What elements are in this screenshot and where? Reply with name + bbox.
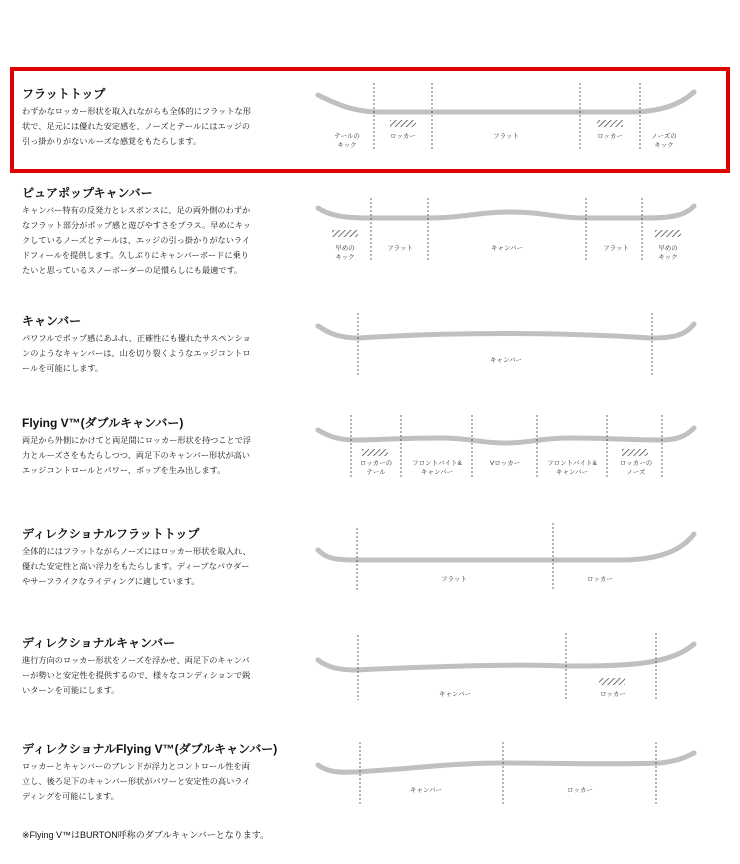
zone-label: ロッカー	[587, 576, 613, 583]
zone-label: ロッカーの	[359, 460, 393, 467]
zone-label: 早めの	[335, 245, 355, 252]
rocker-hatch	[362, 449, 388, 456]
rocker-hatch	[655, 230, 681, 237]
rocker-hatch	[622, 449, 648, 456]
profile-description: 両足から外側にかけてと両足間にロッカー形状を持つことで浮力とルーズさをもたらしつつ、両足下のキャンバー形状が高いエッジコントロールとパワー、ポップを生み出します。	[22, 436, 252, 475]
zone-label: テール	[366, 469, 386, 476]
zone-label: キック	[658, 254, 678, 261]
zone-label: フラット	[441, 576, 467, 583]
zone-label: フロントバイト&	[547, 460, 597, 467]
profile-title: キャンバー	[22, 314, 82, 328]
board-profile-diagram	[300, 630, 720, 705]
board-profile-diagram	[300, 520, 720, 595]
zone-label: キック	[335, 254, 355, 261]
profile-description: ロッカーとキャンバーのブレンドが浮力とコントロール性を両立し、後ろ足下のキャンバー形状がパワーと安定性の高いライディングを可能にします。	[22, 762, 251, 801]
zone-label: キャンバー	[490, 245, 524, 252]
zone-label: 早めの	[658, 245, 678, 252]
profile-title: フラットトップ	[22, 87, 106, 101]
zone-label: キャンバー	[489, 357, 523, 364]
board-profile-diagram	[300, 410, 720, 485]
board-line	[318, 753, 694, 772]
profile-title: ピュアポップキャンバー	[22, 186, 153, 200]
zone-label: テールの	[334, 133, 360, 140]
profile-title: ディレクショナルキャンバー	[22, 636, 176, 650]
zone-label: キャンバー	[420, 469, 454, 476]
board-line	[318, 534, 694, 560]
profile-description: 全体的にはフラットながらノーズにはロッカー形状を取入れ、優れた安定性と高い浮力をもたらします。ディープなパウダーやサーフライクなライディングに適しています。	[22, 547, 251, 586]
zone-label: ロッカー	[597, 133, 623, 140]
board-line	[318, 324, 694, 338]
profile-description: 進行方向のロッカー形状をノーズを浮かせ、両足下のキャンバーが勢いと安定性を提供するので、様々なコンディションで鋭いターンを可能にします。	[22, 656, 251, 695]
zone-label: フラット	[603, 245, 629, 252]
profile-title: Flying V™(ダブルキャンバー)	[22, 416, 184, 430]
profile-description: わずかなロッカー形状を取入れながらも全体的にフラットな形状で、足元には優れた安定感を、ノーズとテールにはエッジの引っ掛かりがないルーズな感覚をもたらします。	[22, 107, 251, 146]
zone-label: Vロッカー	[489, 460, 521, 467]
zone-label: フラット	[493, 133, 519, 140]
zone-label: キック	[654, 142, 674, 149]
zone-label: ノーズ	[626, 469, 646, 476]
profile-description: パワフルでポップ感にあふれ、正確性にも優れたサスペンションのようなキャンバーは、山を切り裂くようなエッジコントロールを可能にします。	[22, 334, 251, 373]
rocker-hatch	[599, 678, 625, 685]
board-line	[318, 206, 694, 218]
zone-label: フロントバイト&	[412, 460, 462, 467]
zone-label: ノーズの	[651, 133, 677, 140]
zone-label: ロッカー	[567, 787, 593, 794]
footnote: ※Flying V™はBURTON呼称のダブルキャンバーとなります。	[22, 830, 270, 840]
zone-label: ロッカーの	[619, 460, 653, 467]
zone-label: キャンバー	[409, 787, 443, 794]
rocker-hatch	[332, 230, 358, 237]
zone-label: ロッカー	[390, 133, 416, 140]
zone-label: キャンバー	[555, 469, 589, 476]
rocker-hatch	[390, 120, 416, 127]
board-profile-diagram	[300, 308, 720, 383]
board-profile-diagram	[300, 737, 720, 812]
profile-description: キャンバー特有の反発力とレスポンスに、足の両外側のわずかなフラット部分がポップ感と遊びやすさをプラス。早めにキックしているノーズとテールは、エッジの引っ掛かりがないライドフィールを提供します。久しぶりにキャンバーボードに乗りたいと思っているスノーボーダーの足慣らしにも最適です。	[22, 206, 251, 275]
board-line	[318, 428, 694, 443]
board-profile-diagram	[300, 190, 720, 265]
profile-title: ディレクショナルフラットトップ	[22, 527, 200, 541]
rocker-hatch	[597, 120, 623, 127]
zone-label: ロッカー	[600, 691, 626, 698]
profile-title: ディレクショナルFlying V™(ダブルキャンバー)	[22, 742, 278, 756]
zone-label: キャンバー	[438, 691, 472, 698]
zone-label: キック	[337, 142, 357, 149]
zone-label: フラット	[387, 245, 413, 252]
board-line	[318, 644, 694, 670]
board-profile-diagram	[300, 80, 720, 155]
